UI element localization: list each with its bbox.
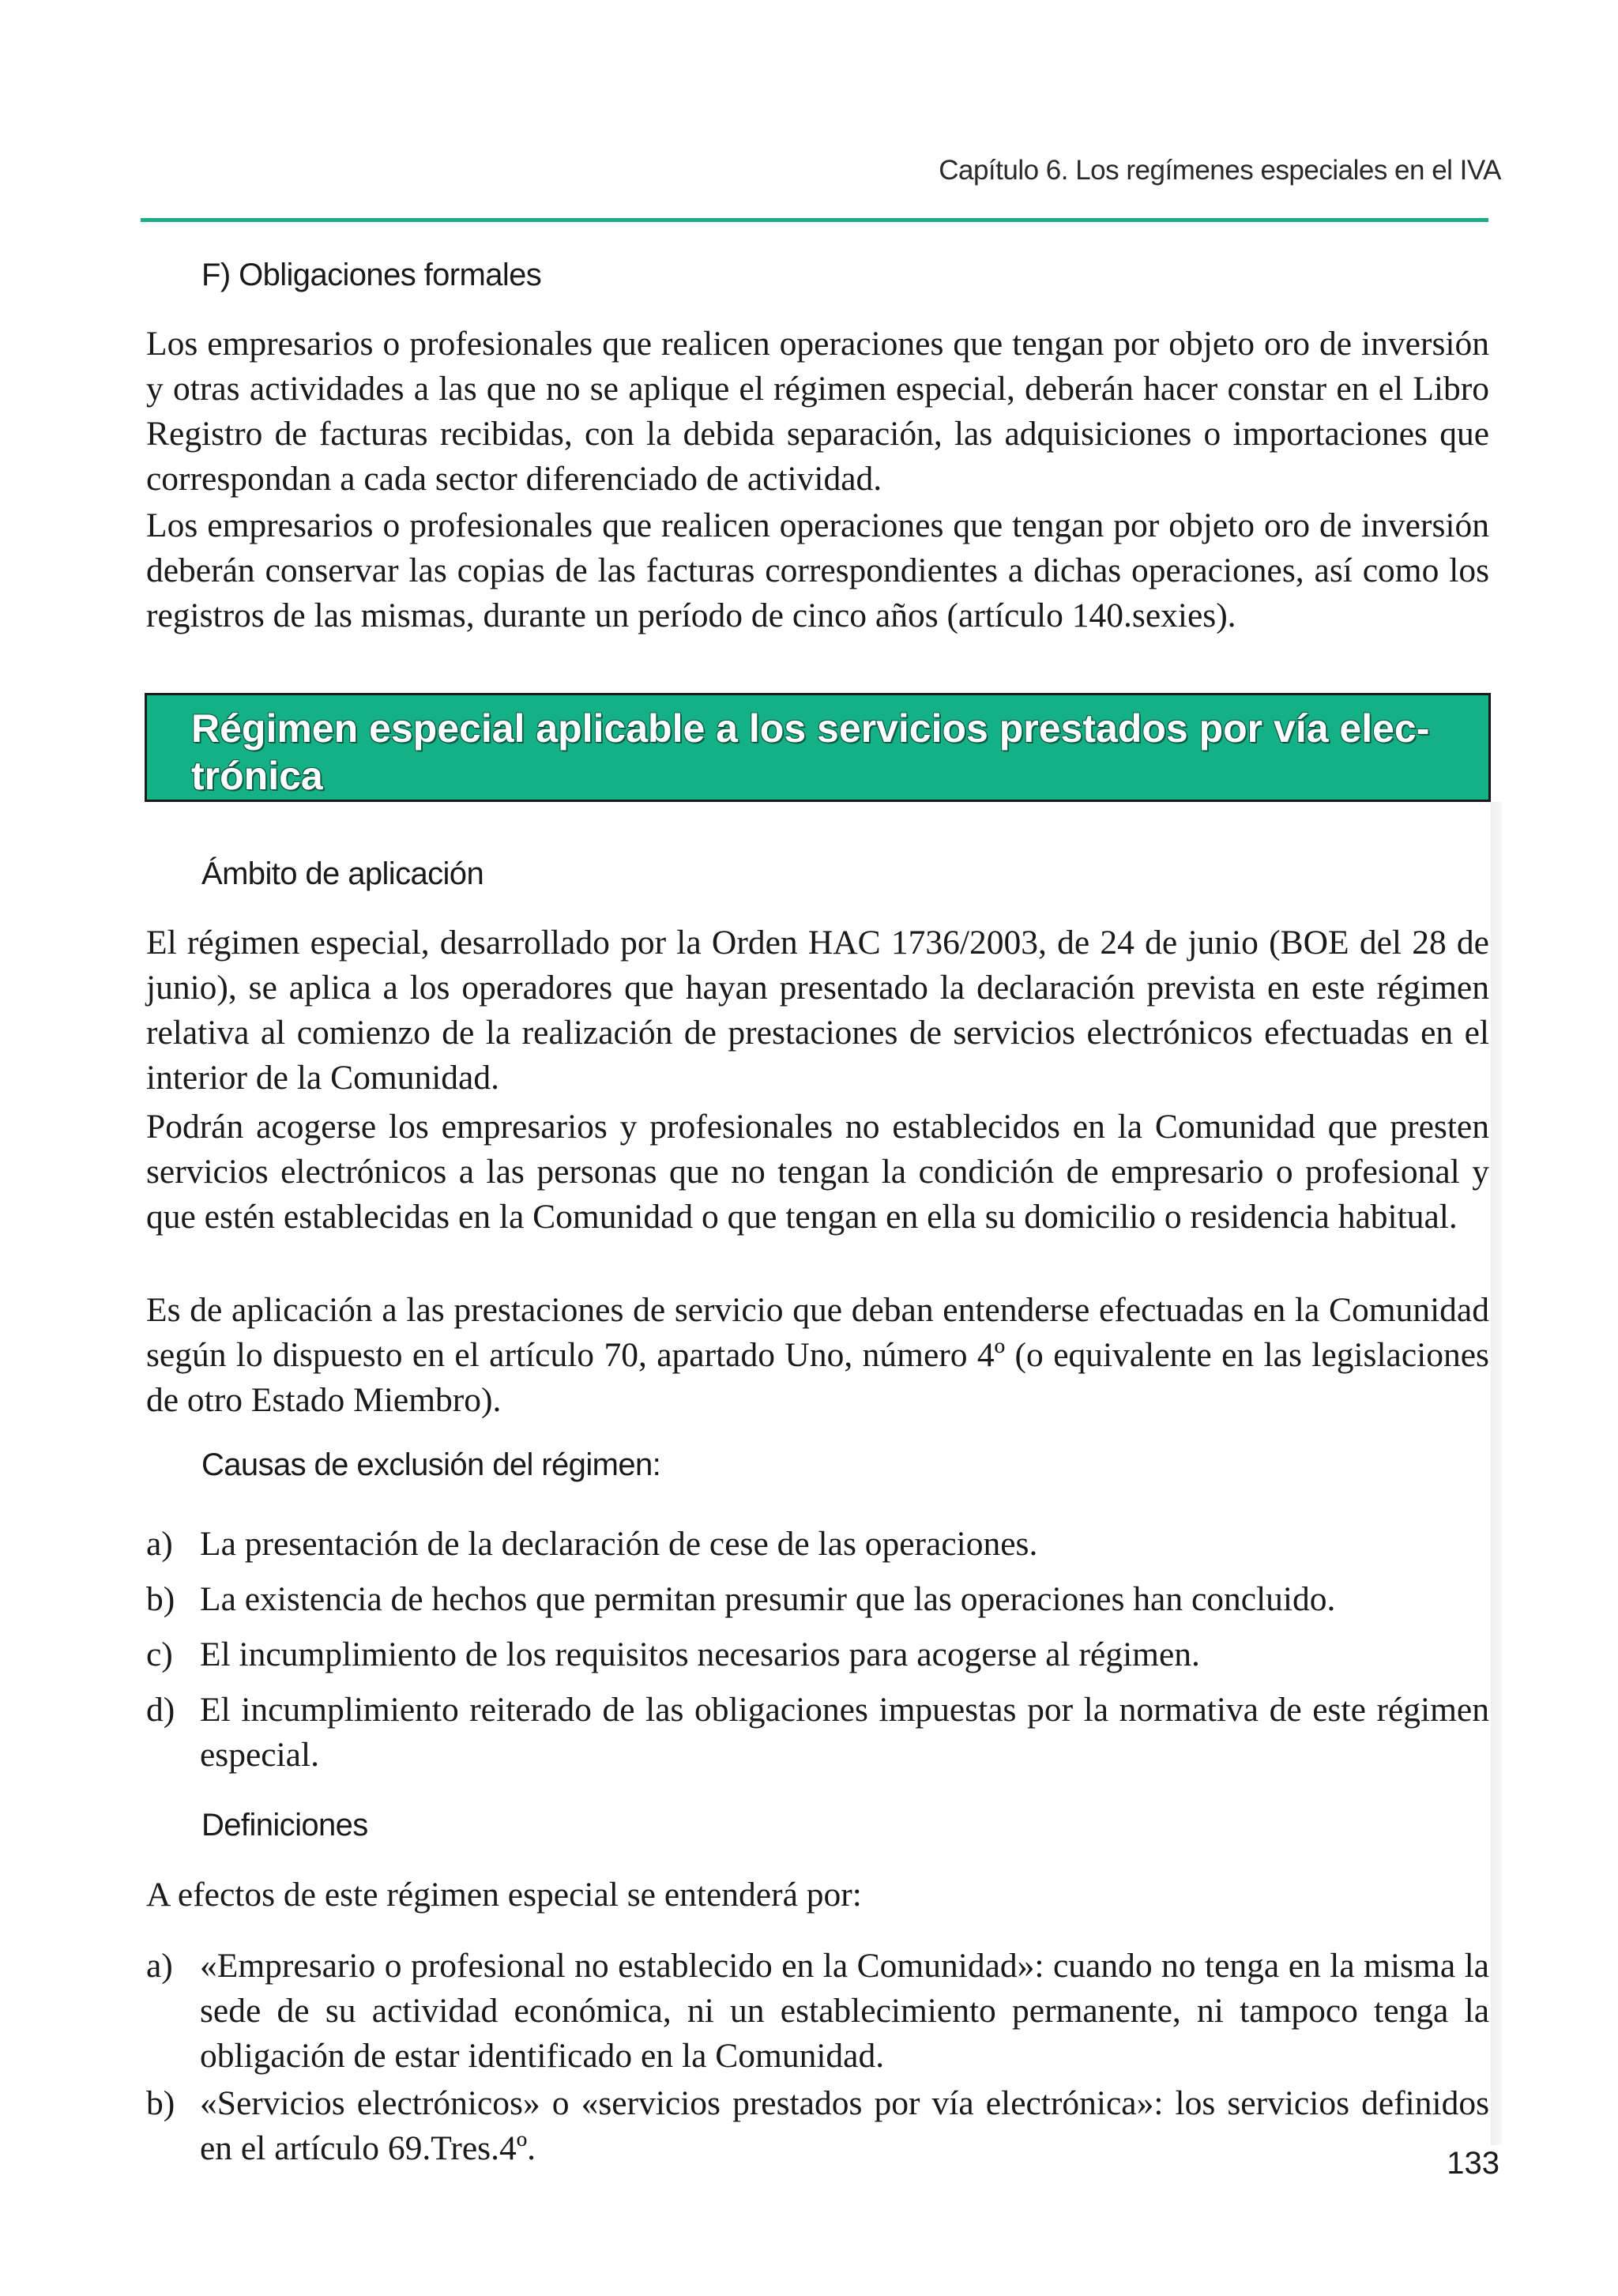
paragraph-text: Podrán acogerse los empresarios y profesionales no establecidos en la Comunidad que presten servicios electrónicos a las personas que no tengan la condición de empresario o profesional y que estén establecidas en la Comunidad o que tengan en ella su domicilio o residencia habitual. xyxy=(146,1108,1489,1236)
heading-ambito-de-aplicacion: Ámbito de aplicación xyxy=(201,856,484,891)
paragraph xyxy=(146,1105,1489,1240)
paragraph xyxy=(146,322,1489,502)
page-number: 133 xyxy=(1447,2146,1499,2181)
list-item xyxy=(146,2081,1489,2171)
header-rule xyxy=(141,218,1488,222)
section-title-line: Régimen especial aplicable a los servicios prestados por vía elec- xyxy=(191,706,1430,751)
paragraph-text: Los empresarios o profesionales que realicen operaciones que tengan por objeto oro de inversión deberán conservar las copias de las facturas correspondientes a dichas operaciones, así como los registros de las mismas, durante un período de cinco años (artículo 140.sexies). xyxy=(146,506,1489,634)
list-item xyxy=(146,1688,1489,1778)
list-marker: a) xyxy=(146,1947,173,1985)
list-item xyxy=(146,1522,1489,1567)
list-item-text: El incumplimiento de los requisitos necesarios para acogerse al régimen. xyxy=(200,1635,1200,1673)
heading-causas-de-exclusion: Causas de exclusión del régimen: xyxy=(201,1447,661,1482)
section-title-box xyxy=(145,693,1491,802)
paragraph-text: Los empresarios o profesionales que realicen operaciones que tengan por objeto oro de inversión y otras actividades a las que no se aplique el régimen especial, deberán hacer constar en el Libro Registro de facturas recibidas, con la debida separación, las adquisiciones o importaciones que correspondan a cada sector diferenciado de actividad. xyxy=(146,325,1489,498)
page-side-shade xyxy=(1491,802,1502,2145)
list-item xyxy=(146,1944,1489,2079)
section-title xyxy=(191,705,1455,800)
list-item-text: La presentación de la declaración de cese de las operaciones. xyxy=(200,1525,1038,1563)
heading-definiciones: Definiciones xyxy=(201,1808,368,1842)
list-marker: d) xyxy=(146,1691,175,1729)
list-marker: b) xyxy=(146,1580,175,1618)
paragraph-text: A efectos de este régimen especial se entenderá por: xyxy=(146,1876,862,1914)
paragraph xyxy=(146,503,1489,638)
list-item-text: «Servicios electrónicos» o «servicios prestados por vía electrónica»: los servicios definidos en el artículo 69.Tres.4º. xyxy=(200,2084,1489,2167)
paragraph xyxy=(146,920,1489,1101)
heading-obligaciones-formales: F) Obligaciones formales xyxy=(201,258,542,292)
paragraph xyxy=(146,1873,1489,1918)
paragraph xyxy=(146,1288,1489,1423)
list-marker: b) xyxy=(146,2084,175,2122)
running-header: Capítulo 6. Los regímenes especiales en el IVA xyxy=(939,155,1501,186)
list-item-text: La existencia de hechos que permitan presumir que las operaciones han concluido. xyxy=(200,1580,1336,1618)
list-item-text: «Empresario o profesional no establecido en la Comunidad»: cuando no tenga en la misma la sede de su actividad económica, ni un establecimiento permanente, ni tampoco tenga la obligación de estar identificado en la Comunidad. xyxy=(200,1947,1489,2075)
list-marker: c) xyxy=(146,1635,173,1673)
list-item-text: El incumplimiento reiterado de las obligaciones impuestas por la normativa de este régimen especial. xyxy=(200,1691,1489,1774)
list-marker: a) xyxy=(146,1525,173,1563)
list-item xyxy=(146,1577,1489,1622)
paragraph-text: Es de aplicación a las prestaciones de servicio que deban entenderse efectuadas en la Comunidad según lo dispuesto en el artículo 70, apartado Uno, número 4º (o equivalente en las legislaciones de otro Estado Miembro). xyxy=(146,1291,1489,1419)
list-item xyxy=(146,1632,1489,1677)
section-title-line: trónica xyxy=(191,754,323,798)
paragraph-text: El régimen especial, desarrollado por la Orden HAC 1736/2003, de 24 de junio (BOE del 28 de junio), se aplica a los operadores que hayan presentado la declaración prevista en este régimen relativa al comienzo de la realización de prestaciones de servicios electrónicos efectuadas en el interior de la Comunidad. xyxy=(146,924,1489,1097)
